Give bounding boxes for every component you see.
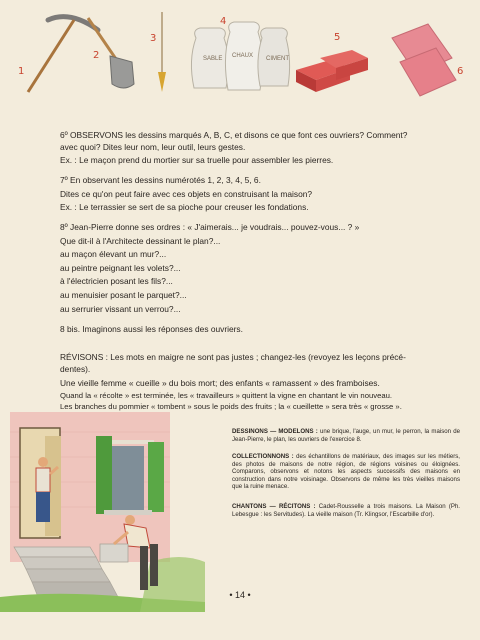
exercise-7-example: Ex. : Le terrassier se sert de sa pioche pour creuser les fondations.: [60, 202, 309, 213]
exercise-8-item: au maçon élevant un mur?...: [60, 249, 167, 260]
revisons-line4: Quand la « récolte » est terminée, les « travailleurs » quittent la vigne en chantant le vin nouveau.: [60, 390, 393, 400]
tools-illustration: [0, 0, 480, 105]
collectionnons-text: des échantillons de matériaux, des images sur les métiers, des photos de maisons de notre région, de régions voisines ou éloignées. Comparons, observons et notons les aspects successifs des maisons en construction dans notre voisinage. Observons de même les très vieilles maisons que la ruine menace.: [232, 453, 460, 491]
exercise-7-line2: Dites ce qu'on peut faire avec ces objets en construisant la maison?: [60, 188, 313, 199]
exercise-7-line1: 7º En observant les dessins numérotés 1, 2, 3, 4, 5, 6.: [60, 175, 261, 185]
exercise-8-line1: 8º Jean-Pierre donne ses ordres : « J'aimerais... je voudrais... pouvez-vous... ? »: [60, 222, 360, 232]
exercise-6-example: Ex. : Le maçon prend du mortier sur sa truelle pour assembler les pierres.: [60, 155, 334, 166]
exercise-8-bis: 8 bis. Imaginons aussi les réponses des ouvriers.: [60, 324, 243, 335]
exercise-8-item: au serrurier vissant un verrou?...: [60, 303, 181, 314]
bricks-icon: [296, 50, 368, 92]
exercise-8: [60, 222, 460, 336]
exercise-8-line2: Que dit-il à l'Architecte dessinant le plan?...: [60, 235, 221, 246]
exercise-8-item: à l'électricien posant les fils?...: [60, 276, 173, 287]
chantons-text: Cadet-Rousselle a trois maisons. La Maison (Ph. Lebesgue : les Servitudes). La vieille maison (Tr. Klingsor, l'Escarbille d'or).: [232, 503, 460, 518]
chantons-block: [232, 503, 460, 518]
sack-label-sable: SABLE: [203, 56, 223, 62]
dessinons-title: DESSINONS — MODELONS :: [232, 428, 318, 435]
plumb-line-icon: [158, 12, 166, 92]
exercise-6-line2: avec quoi? Dites leur nom, leur outil, leurs gestes.: [60, 141, 246, 152]
exercise-7: [60, 175, 460, 214]
tool-number-1: 1: [18, 66, 25, 77]
revisons-section: [60, 352, 460, 413]
revisons-line5: Les branches du pommier « tombent » sous le poids des fruits ; la « cueillette » sera très « grosse ».: [60, 402, 402, 412]
exercise-8-item: au peintre peignant les volets?...: [60, 262, 181, 273]
house-workers-illustration: [0, 412, 205, 612]
exercise-8-item: au menuisier posant le parquet?...: [60, 289, 187, 300]
revisons-line3: Une vieille femme « cueille » du bois mort; des enfants « ramassent » des framboises.: [60, 378, 380, 389]
pickaxe-icon: [28, 17, 98, 92]
dessinons-block: [232, 428, 460, 443]
tool-number-6: 6: [457, 66, 464, 77]
page-number: • 14 •: [229, 590, 251, 600]
tiles-icon: [392, 24, 456, 96]
collectionnons-title: COLLECTIONNONS :: [232, 453, 294, 460]
tool-number-4: 4: [220, 16, 227, 27]
sack-label-ciment: CIMENT: [266, 56, 289, 62]
revisons-line2: dentes).: [60, 363, 91, 374]
sack-label-chaux: CHAUX: [232, 53, 254, 59]
collectionnons-block: [232, 453, 460, 491]
chantons-title: CHANTONS — RÉCITONS :: [232, 503, 316, 510]
revisons-line1: RÉVISONS : Les mots en maigre ne sont pas justes ; changez-les (revoyez les leçons précé-: [60, 352, 406, 362]
tool-number-2: 2: [93, 50, 100, 61]
exercise-6-line1: 6º OBSERVONS les dessins marqués A, B, C, et disons ce que font ces ouvriers? Comment?: [60, 130, 408, 140]
dessinons-text: une brique, l'auge, un mur, le perron, la maison de Jean-Pierre, le plan, les ouvriers de l'exercice 8.: [232, 428, 460, 443]
exercise-6: [60, 130, 460, 167]
tool-number-5: 5: [334, 32, 341, 43]
tool-number-3: 3: [150, 33, 157, 44]
